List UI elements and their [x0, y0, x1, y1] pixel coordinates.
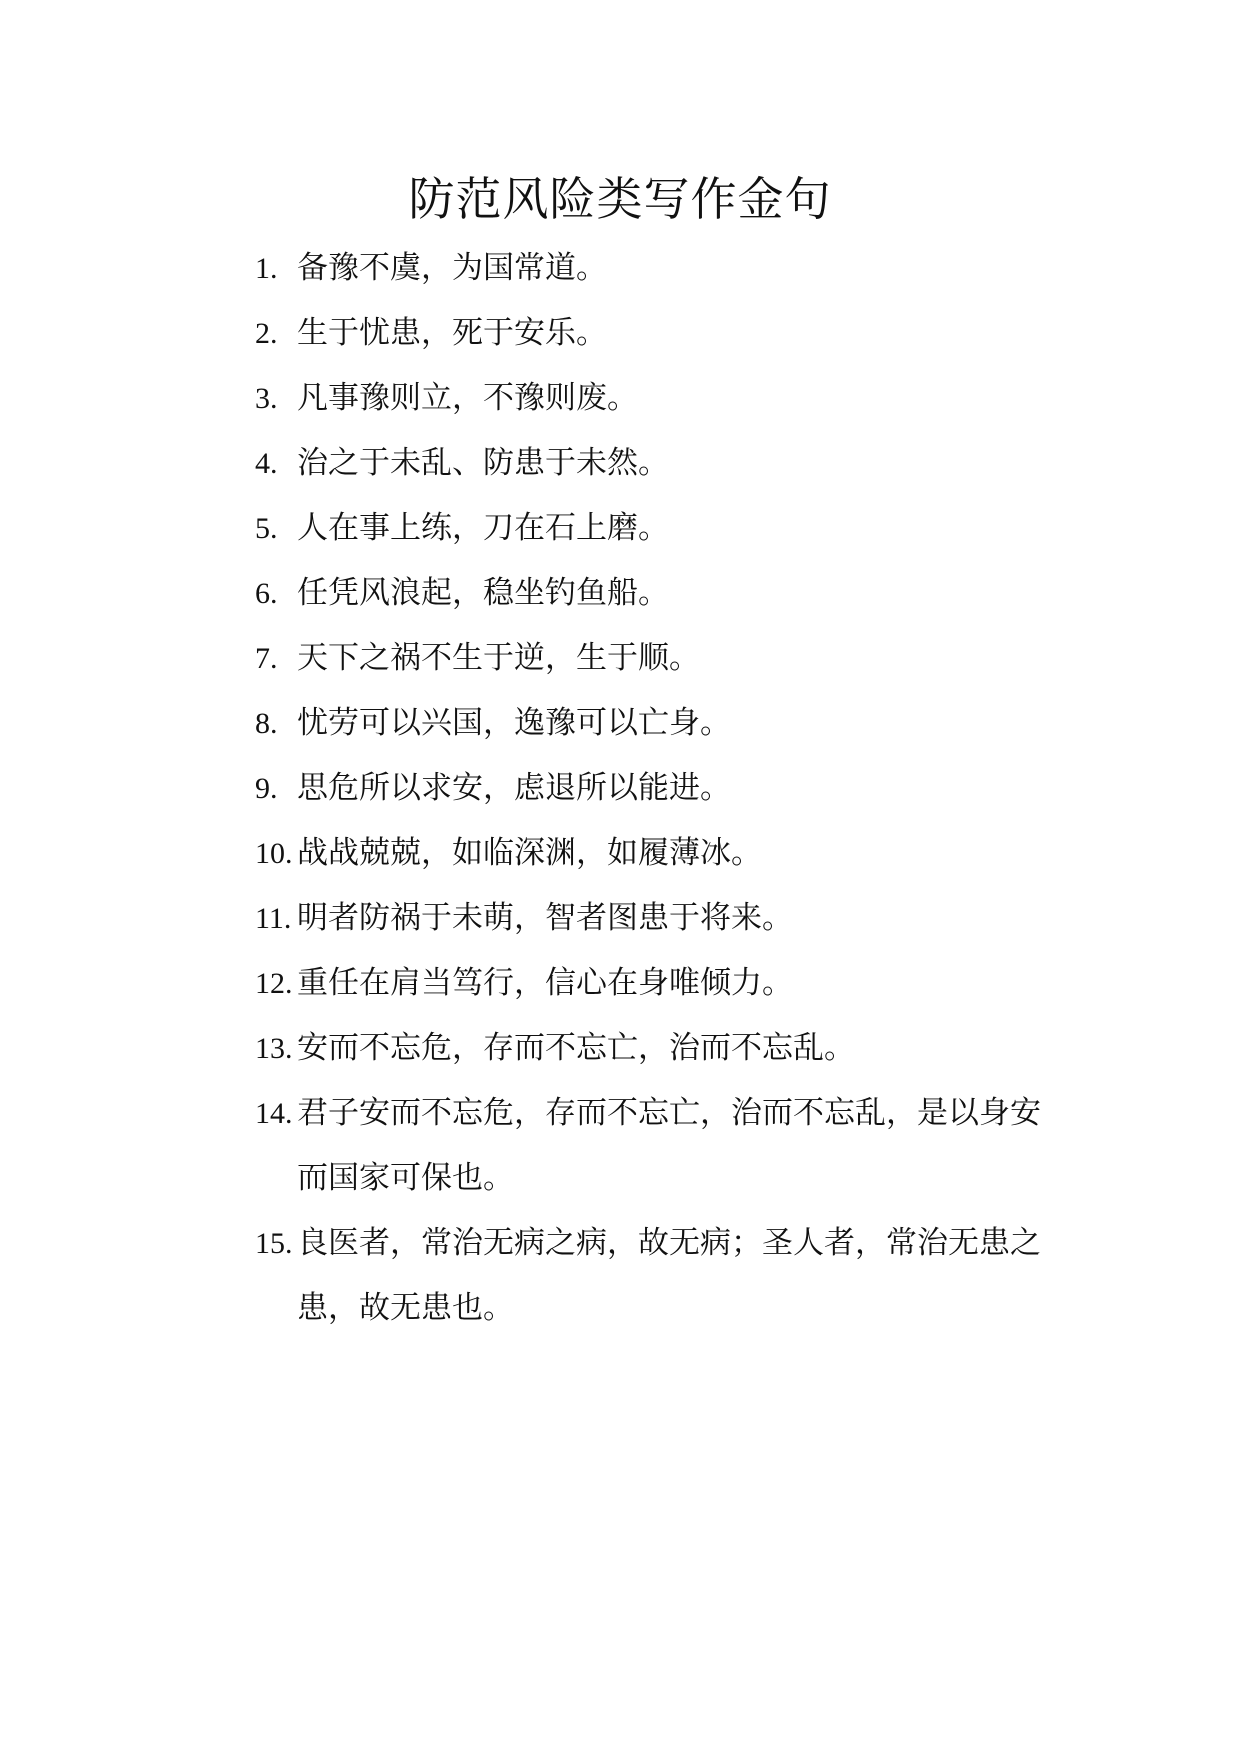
item-number: 12.: [255, 967, 293, 1000]
item-text: 良医者，常治无病之病，故无病；圣人者，常治无患之患，故无患也。: [297, 1225, 1041, 1326]
item-text: 天下之祸不生于逆，生于顺。: [297, 640, 700, 676]
item-number: 9.: [255, 772, 278, 805]
item-text: 任凭风浪起，稳坐钓鱼船。: [297, 575, 669, 611]
item-number: 1.: [255, 252, 278, 285]
item-text: 生于忧患，死于安乐。: [297, 315, 607, 351]
list-item: [255, 756, 1055, 821]
list-item: [255, 1016, 1055, 1081]
item-text: 忧劳可以兴国，逸豫可以亡身。: [297, 705, 731, 741]
list-item: [255, 886, 1055, 951]
list-item: [255, 821, 1055, 886]
list-item: [255, 691, 1055, 756]
item-text: 重任在肩当笃行，信心在身唯倾力。: [297, 965, 793, 1001]
item-number: 3.: [255, 382, 278, 415]
list-item: [255, 496, 1055, 561]
list-item: [255, 951, 1055, 1016]
list-item: [255, 626, 1055, 691]
item-number: 11.: [255, 902, 292, 935]
item-text: 凡事豫则立，不豫则废。: [297, 380, 638, 416]
item-number: 4.: [255, 447, 278, 480]
item-number: 5.: [255, 512, 278, 545]
list-item: [255, 366, 1055, 431]
item-number: 8.: [255, 707, 278, 740]
item-text: 人在事上练，刀在石上磨。: [297, 510, 669, 546]
list-item: [255, 561, 1055, 626]
item-text: 战战兢兢，如临深渊，如履薄冰。: [297, 835, 762, 871]
quote-list: [255, 236, 1055, 1341]
item-number: 13.: [255, 1032, 293, 1065]
list-item: [255, 431, 1055, 496]
item-text: 备豫不虞，为国常道。: [297, 250, 607, 286]
item-number: 15.: [255, 1227, 293, 1260]
list-item: [255, 1081, 1055, 1211]
item-text: 治之于未乱、防患于未然。: [297, 445, 669, 481]
item-text: 安而不忘危，存而不忘亡，治而不忘乱。: [297, 1030, 855, 1066]
item-number: 7.: [255, 642, 278, 675]
list-item: [255, 301, 1055, 366]
item-number: 2.: [255, 317, 278, 350]
item-text: 君子安而不忘危，存而不忘亡，治而不忘乱，是以身安而国家可保也。: [297, 1095, 1041, 1196]
item-text: 思危所以求安，虑退所以能进。: [297, 770, 731, 806]
item-number: 6.: [255, 577, 278, 610]
item-number: 14.: [255, 1097, 293, 1130]
page-title: 防范风险类写作金句: [408, 172, 832, 226]
item-text: 明者防祸于未萌，智者图患于将来。: [297, 900, 793, 936]
item-number: 10.: [255, 837, 293, 870]
list-item: [255, 236, 1055, 301]
list-item: [255, 1211, 1055, 1341]
